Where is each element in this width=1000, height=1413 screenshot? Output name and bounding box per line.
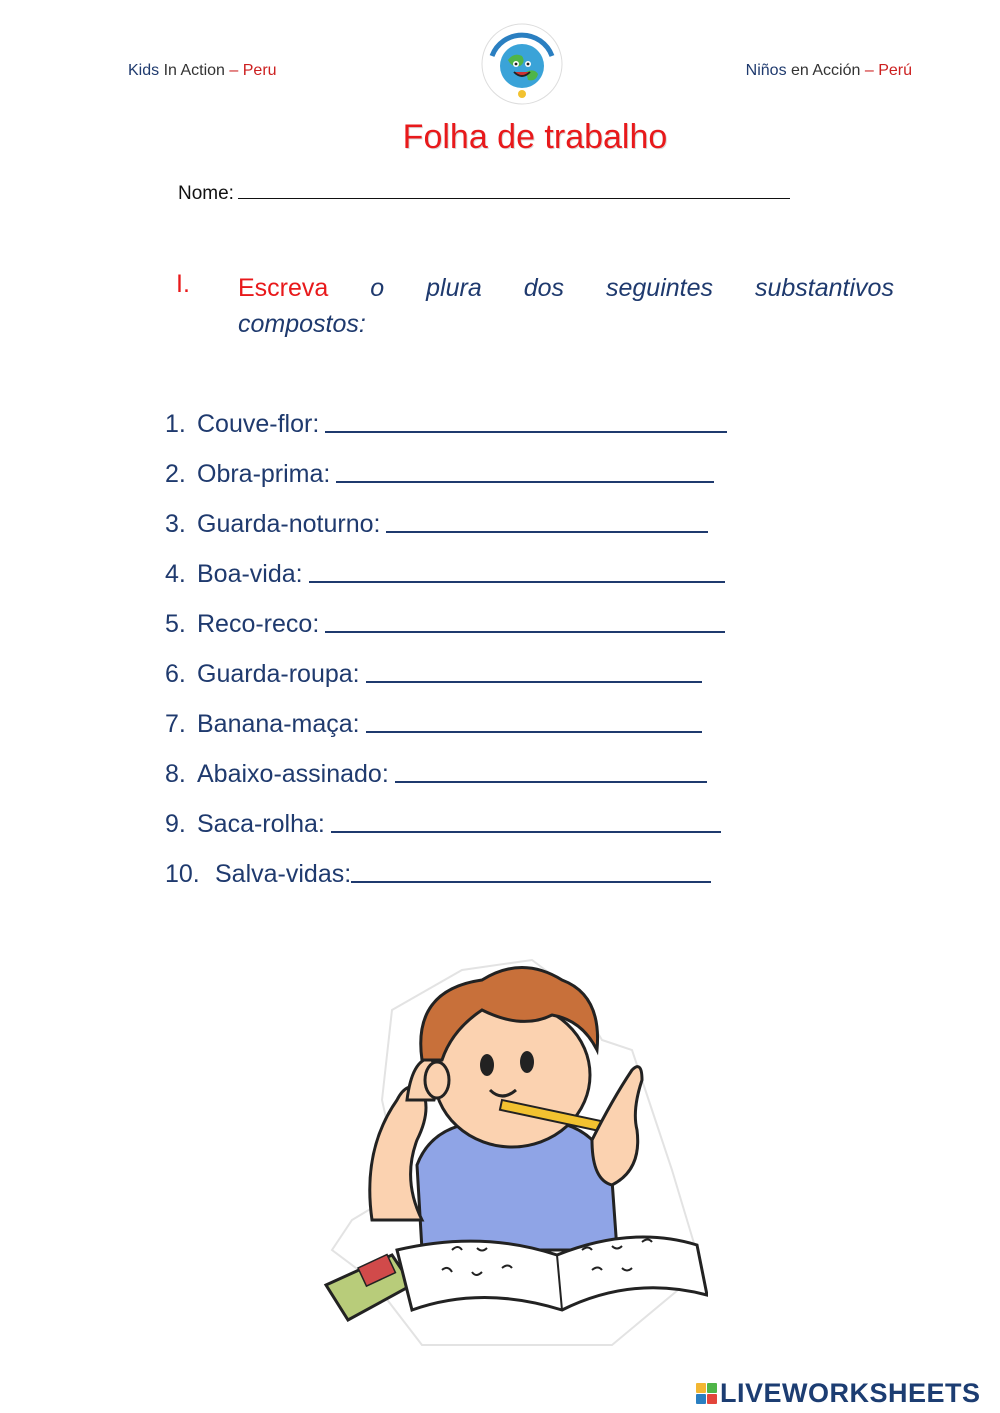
header-left-text: Kids In Action – Peru — [128, 62, 277, 79]
name-row — [178, 180, 790, 205]
footer-brand: LIVEWORKSHEETS — [720, 1378, 981, 1408]
instruction-number: I. — [176, 270, 190, 298]
list-item: 1. Couve-flor: — [165, 410, 727, 439]
list-item: 4. Boa-vida: — [165, 560, 725, 589]
answer-line[interactable] — [336, 477, 714, 483]
instruction-text — [238, 270, 894, 342]
list-item: 8. Abaixo-assinado: — [165, 760, 707, 789]
answer-line[interactable] — [395, 777, 707, 783]
instruction-line-2: compostos: — [238, 310, 366, 338]
instruction-word: substantivos — [755, 274, 894, 302]
instruction-lead: Escreva — [238, 274, 329, 302]
page-title: Folha de trabalho — [402, 118, 668, 156]
liveworksheets-logo — [696, 1378, 981, 1409]
answer-line[interactable] — [386, 527, 708, 533]
header-right-text: Niños en Acción – Perú — [745, 62, 912, 79]
answer-line[interactable] — [325, 627, 725, 633]
instruction-word: plura — [426, 274, 482, 302]
list-item: 5. Reco-reco: — [165, 610, 725, 639]
answer-line[interactable] — [331, 827, 721, 833]
instruction-word: seguintes — [606, 274, 714, 302]
name-input-line[interactable] — [238, 180, 790, 199]
boy-studying-illustration-icon — [312, 950, 708, 1350]
kids-in-action-logo-icon — [478, 20, 566, 108]
list-item: 7. Banana-maça: — [165, 710, 702, 739]
answer-line[interactable] — [309, 577, 725, 583]
list-item: 9. Saca-rolha: — [165, 810, 721, 839]
instruction-word: o — [370, 274, 385, 302]
answer-line[interactable] — [325, 427, 727, 433]
list-item: 6. Guarda-roupa: — [165, 660, 702, 689]
list-item: 2. Obra-prima: — [165, 460, 714, 489]
name-label: Nome: — [178, 183, 234, 204]
liveworksheets-icon — [696, 1383, 717, 1404]
instruction-word: dos — [523, 274, 565, 302]
answer-line[interactable] — [366, 677, 702, 683]
list-item: 3. Guarda-noturno: — [165, 510, 708, 539]
answer-line[interactable] — [366, 727, 702, 733]
answer-line[interactable] — [351, 877, 711, 883]
list-item: 10. Salva-vidas: — [165, 860, 711, 889]
